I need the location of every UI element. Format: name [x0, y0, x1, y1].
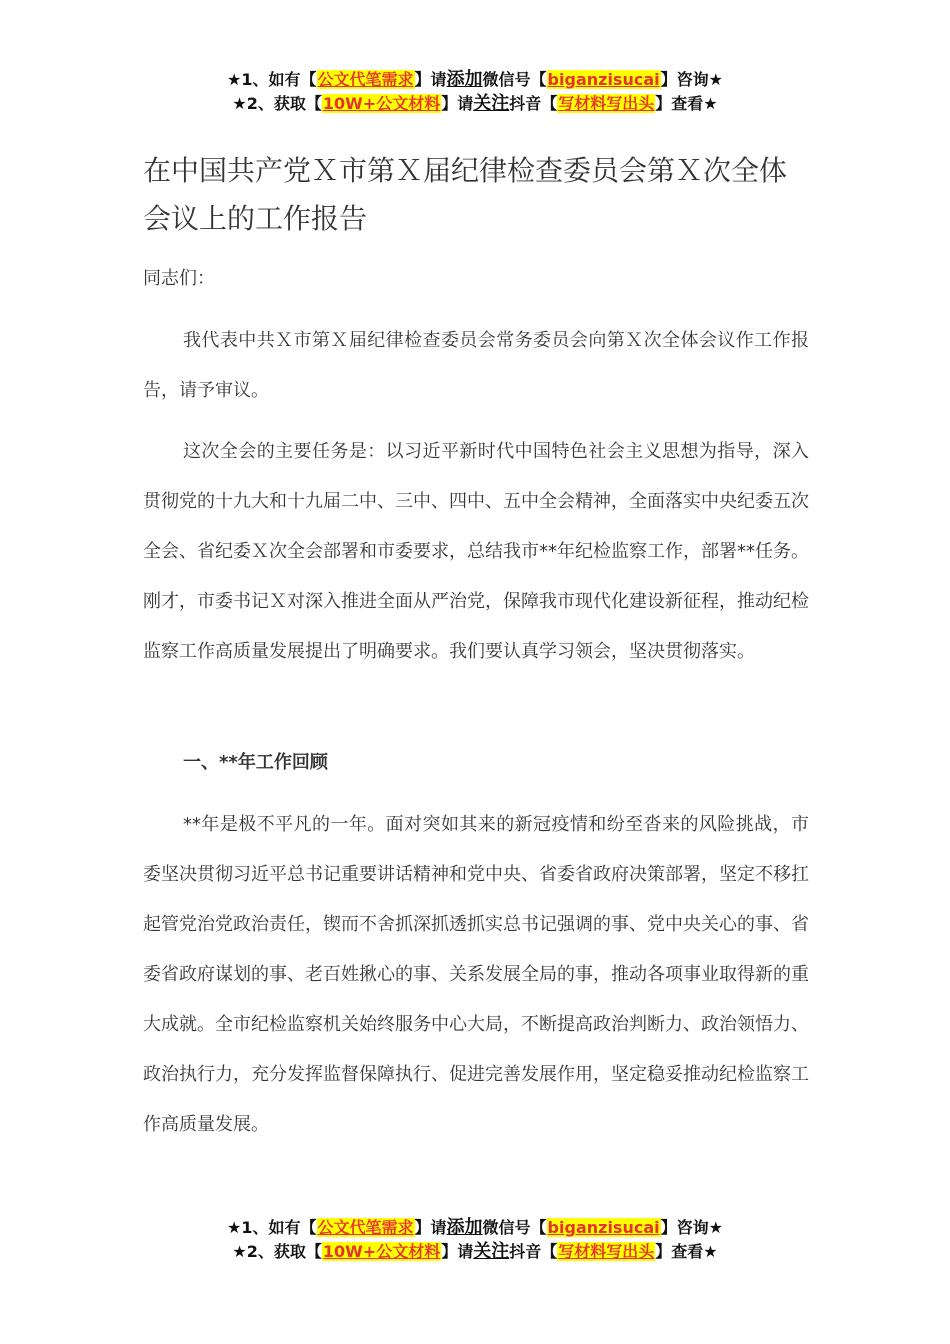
banner-text: 抖音【	[509, 1242, 558, 1261]
banner-emphasis: 添加	[446, 1217, 483, 1238]
banner-highlight: 公文代笔需求	[317, 1218, 414, 1237]
banner-text: 】请	[441, 1242, 474, 1261]
wechat-id-highlight: biganzisucai	[547, 1218, 660, 1237]
banner-highlight: 10W+公文材料	[322, 94, 441, 113]
douyin-id-highlight: 写材料写出头	[558, 1242, 655, 1261]
banner-text: 】查看★	[655, 1242, 718, 1261]
banner-text: ★2、获取【	[232, 1242, 322, 1261]
douyin-id-highlight: 写材料写出头	[558, 94, 655, 113]
top-banner	[0, 68, 950, 116]
banner-text: 】请	[441, 94, 474, 113]
banner-text: 微信号【	[482, 1218, 547, 1237]
banner-line-2	[0, 1240, 950, 1264]
banner-line-1	[0, 1216, 950, 1240]
banner-text: ★2、获取【	[232, 94, 322, 113]
paragraph-review: **年是极不平凡的一年。面对突如其来的新冠疫情和纷至沓来的风险挑战，市委坚决贯彻习近平总书记重要讲话精神和党中央、省委省政府决策部署，坚定不移扛起管党治党政治责任，锲而不舍抓深抓透抓实总书记强调的事、党中央关心的事、省委省政府谋划的事、老百姓揪心的事、关系发展全局的事，推动各项事业取得新的重大成就。全市纪检监察机关始终服务中心大局，不断提高政治判断力、政治领悟力、政治执行力，充分发挥监督保障执行、促进完善发展作用，坚定稳妥推动纪检监察工作高质量发展。	[143, 814, 809, 1135]
wechat-id-highlight: biganzisucai	[547, 70, 660, 89]
banner-text: 】查看★	[655, 94, 718, 113]
section-heading: 一、**年工作回顾	[183, 752, 328, 773]
banner-line-1	[0, 68, 950, 92]
banner-emphasis: 关注	[473, 93, 510, 114]
banner-highlight: 公文代笔需求	[317, 70, 414, 89]
banner-text: 微信号【	[482, 70, 547, 89]
banner-emphasis: 关注	[473, 1241, 510, 1262]
banner-text: 抖音【	[509, 94, 558, 113]
banner-highlight: 10W+公文材料	[322, 1242, 441, 1261]
salutation: 同志们：	[143, 268, 215, 289]
banner-text: ★1、如有【	[227, 1218, 317, 1237]
document-title: 在中国共产党Ｘ市第Ｘ届纪律检查委员会第Ｘ次全体会议上的工作报告	[143, 154, 788, 235]
paragraph-main-tasks: 这次全会的主要任务是：以习近平新时代中国特色社会主义思想为指导，深入贯彻党的十九大和十九届二中、三中、四中、五中全会精神，全面落实中央纪委五次全会、省纪委Ｘ次全会部署和市委要求，总结我市**年纪检监察工作，部署**任务。刚才，市委书记Ｘ对深入推进全面从严治党，保障我市现代化建设新征程，推动纪检监察工作高质量发展提出了明确要求。我们要认真学习领会，坚决贯彻落实。	[143, 441, 809, 662]
banner-text: ★1、如有【	[227, 70, 317, 89]
paragraph-intro: 我代表中共Ｘ市第Ｘ届纪律检查委员会常务委员会向第Ｘ次全体会议作工作报告，请予审议。	[143, 330, 809, 401]
banner-text: 】咨询★	[660, 70, 723, 89]
banner-text: 】请	[414, 70, 447, 89]
banner-text: 】请	[414, 1218, 447, 1237]
banner-line-2	[0, 92, 950, 116]
banner-text: 】咨询★	[660, 1218, 723, 1237]
banner-emphasis: 添加	[446, 69, 483, 90]
bottom-banner	[0, 1216, 950, 1264]
